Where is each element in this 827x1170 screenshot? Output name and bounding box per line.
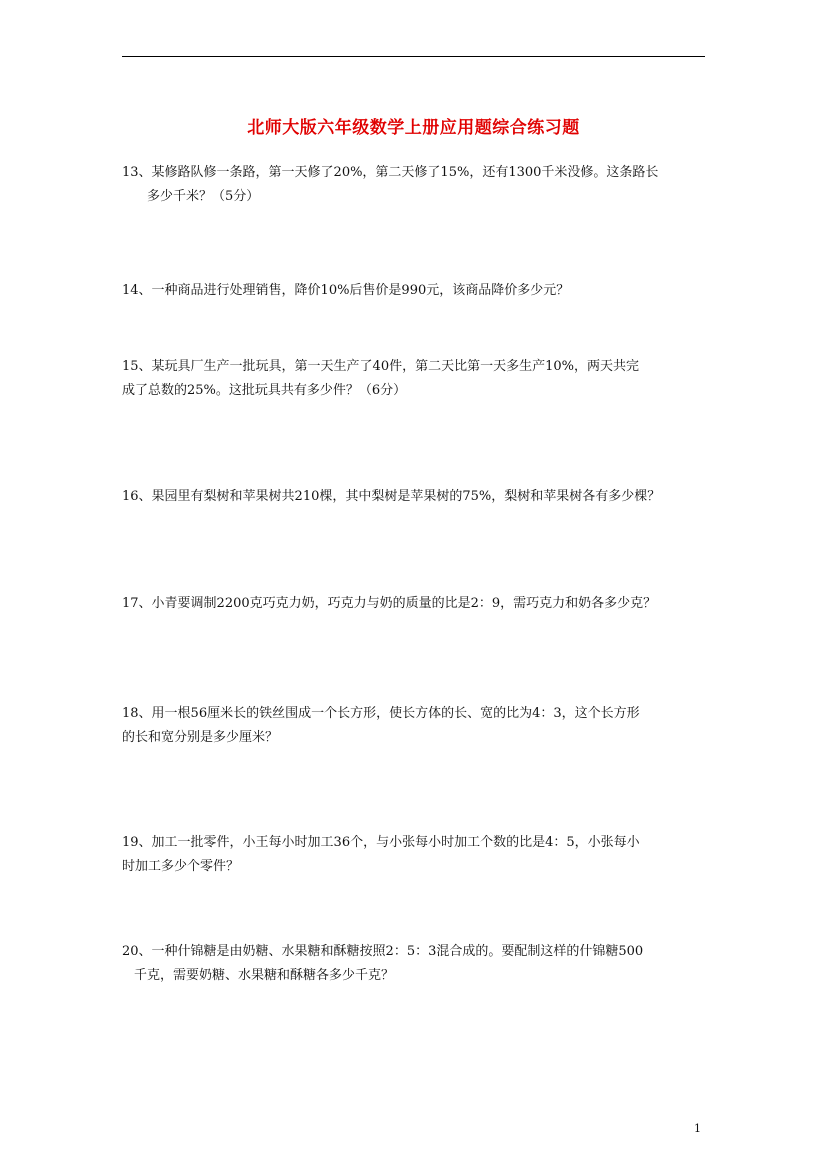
question-line: 13、某修路队修一条路，第一天修了20%，第二天修了15%，还有1300千米没修。这条路长	[122, 165, 659, 180]
question-20	[122, 940, 705, 988]
question-line: 14、一种商品进行处理销售，降价10%后售价是990元，该商品降价多少元？	[122, 283, 570, 298]
question-line: 时加工多少个零件？	[122, 859, 240, 874]
question-line: 千克，需要奶糖、水果糖和酥糖各多少千克？	[134, 968, 395, 983]
question-line: 18、用一根56厘米长的铁丝围成一个长方形，使长方体的长、宽的比为4：3，这个长方形	[122, 706, 640, 721]
document-title: 北师大版六年级数学上册应用题综合练习题	[247, 118, 580, 138]
question-17	[122, 592, 705, 616]
question-line: 17、小青要调制2200克巧克力奶，巧克力与奶的质量的比是2：9，需巧克力和奶各多少克？	[122, 596, 657, 611]
question-14	[122, 279, 705, 303]
question-line: 19、加工一批零件，小王每小时加工36个，与小张每小时加工个数的比是4：5，小张每小	[122, 835, 640, 850]
question-18	[122, 702, 705, 750]
question-line: 的长和宽分别是多少厘米？	[122, 730, 279, 745]
question-15	[122, 355, 705, 403]
question-line: 20、一种什锦糖是由奶糖、水果糖和酥糖按照2：5：3混合成的。要配制这样的什锦糖500	[122, 944, 644, 959]
header-rule	[122, 56, 705, 57]
question-line: 成了总数的25%。这批玩具共有多少件？（6分）	[122, 383, 407, 398]
question-line: 多少千米？（5分）	[147, 189, 260, 204]
question-line: 15、某玩具厂生产一批玩具，第一天生产了40件，第二天比第一天多生产10%，两天共完	[122, 359, 639, 374]
question-13	[122, 161, 705, 209]
question-19	[122, 831, 705, 879]
question-16	[122, 485, 705, 509]
question-line: 16、果园里有梨树和苹果树共210棵，其中梨树是苹果树的75%，梨树和苹果树各有多少棵？	[122, 489, 661, 504]
page-number: 1	[694, 1122, 701, 1135]
